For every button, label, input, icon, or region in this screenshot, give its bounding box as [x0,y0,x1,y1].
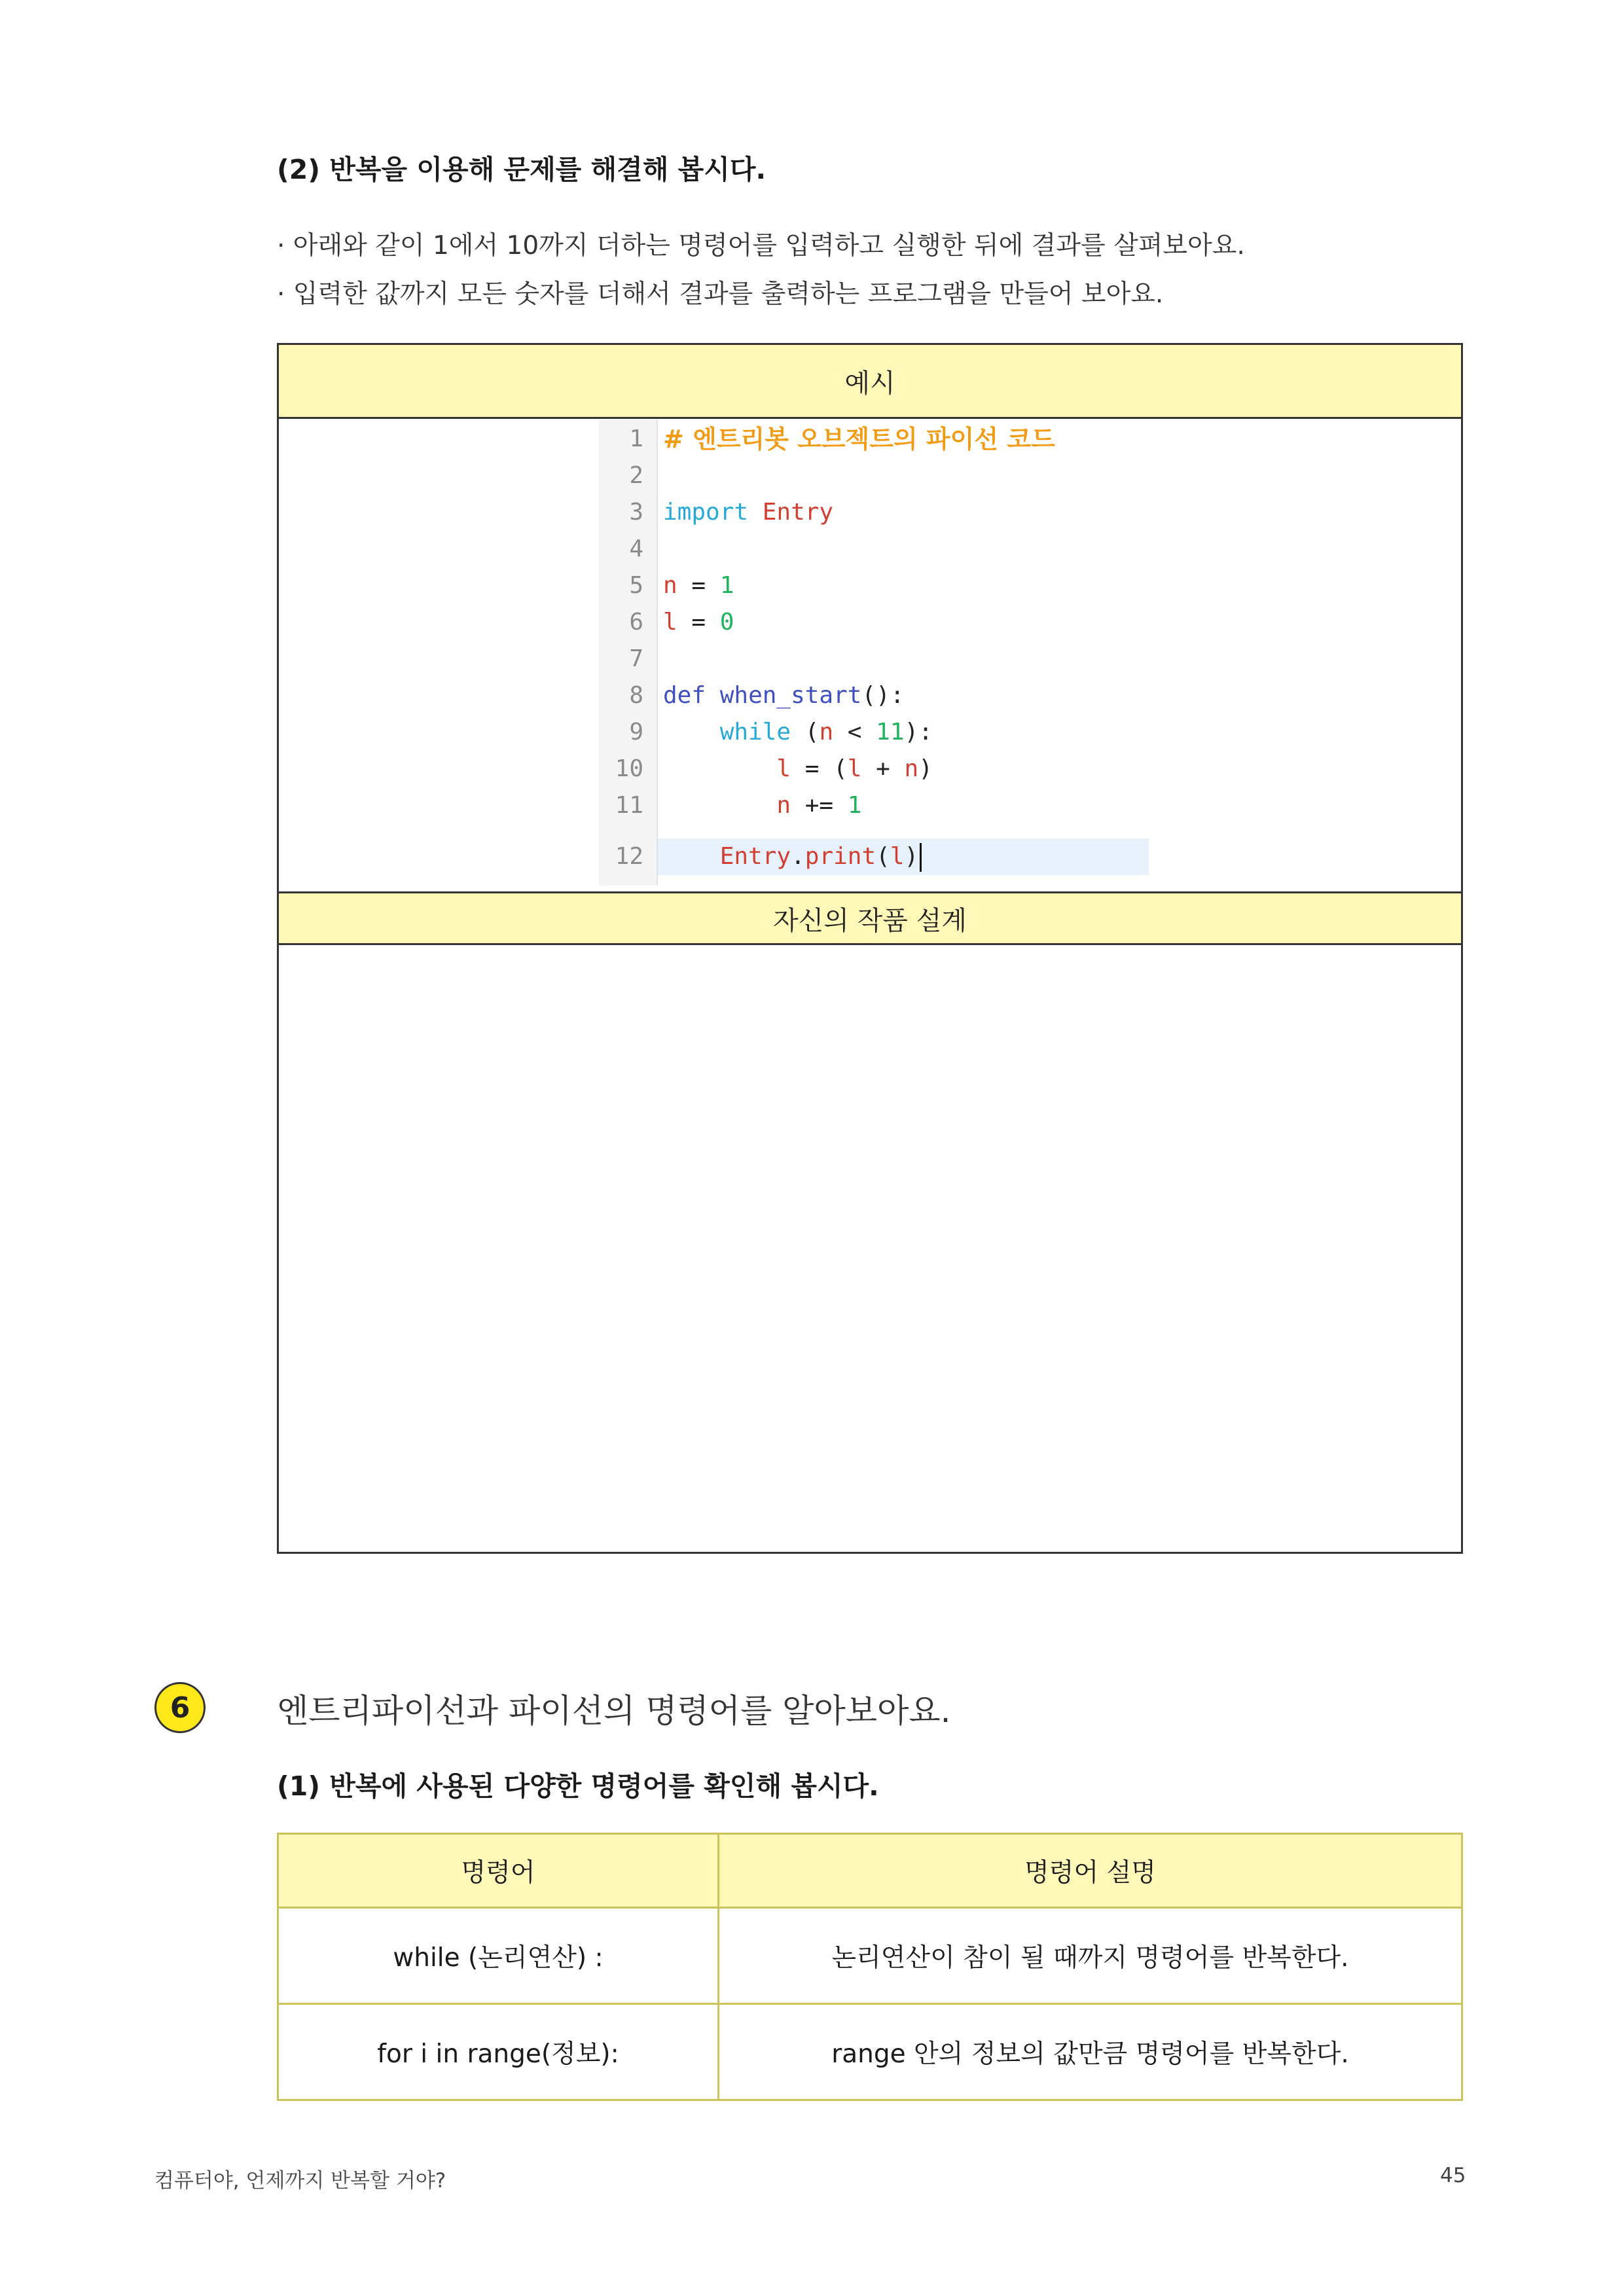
design-input-area[interactable] [279,945,1461,1552]
code-line [599,641,1149,677]
code-keyword: while [719,719,791,745]
code-variable: l [847,755,862,782]
code-line [599,714,1149,751]
code-operator: = [677,609,720,636]
code-punctuation: ) [904,843,919,870]
code-operator: + [861,755,905,782]
example-table [277,343,1463,1554]
line-number: 12 [615,843,643,870]
code-punctuation: ): [904,719,933,745]
command-cell: while (논리연산) : [278,1908,719,2004]
section-number-badge: 6 [154,1682,206,1733]
column-header-description: 명령어 설명 [719,1834,1462,1908]
code-line [599,531,1149,567]
sub-heading-loop-problem: (2) 반복을 이용해 문제를 해결해 봅시다. [277,154,767,185]
line-number: 3 [629,499,643,526]
code-line [599,677,1149,714]
section-title: 엔트리파이선과 파이선의 명령어를 알아보아요. [277,1692,951,1730]
code-class: Entry [762,499,834,526]
command-cell: for i in range(정보): [278,2004,719,2100]
code-keyword: import [663,499,749,526]
code-line [599,787,1149,824]
code-operator: < [833,719,876,745]
code-line [599,421,1149,457]
line-number: 10 [615,755,643,782]
line-number: 8 [629,682,643,709]
code-number: 1 [847,792,862,819]
code-example-area [279,419,1461,893]
line-number: 11 [615,792,643,819]
instruction-bullet-1: · 아래와 같이 1에서 10까지 더하는 명령어를 입력하고 실행한 뒤에 결과를 살펴보아요. [277,231,1245,260]
line-number: 1 [629,425,643,452]
code-punctuation: . [791,843,805,870]
page-number: 45 [1440,2164,1466,2187]
code-function-name: print [804,843,876,870]
line-number: 9 [629,719,643,745]
code-variable: l [776,755,791,782]
code-editor [599,420,1149,886]
code-operator: = ( [791,755,848,782]
text-cursor [920,843,922,872]
code-number: 0 [719,609,734,636]
description-cell: 논리연산이 참이 될 때까지 명령어를 반복한다. [719,1908,1462,2004]
code-number: 11 [876,719,905,745]
code-comment: # 엔트리봇 오브젝트의 파이선 코드 [663,425,1055,454]
code-variable: n [904,755,919,782]
description-cell: range 안의 정보의 값만큼 명령어를 반복한다. [719,2004,1462,2100]
instruction-bullet-2: · 입력한 값까지 모든 숫자를 더해서 결과를 출력하는 프로그램을 만들어 보아요. [277,279,1164,309]
code-punctuation: ( [876,843,890,870]
line-number: 4 [629,535,643,562]
code-punctuation: ( [791,719,820,745]
code-punctuation: (): [861,682,905,709]
code-variable: n [776,792,791,819]
code-variable: n [819,719,834,745]
line-number: 5 [629,572,643,599]
code-line [599,838,1149,875]
command-table [277,1833,1463,2101]
design-header: 자신의 작품 설계 [279,893,1461,945]
code-punctuation: ) [918,755,933,782]
table-header-row [278,1834,1462,1908]
code-variable: l [663,609,677,636]
column-header-command: 명령어 [278,1834,719,1908]
code-operator: += [791,792,848,819]
code-line [599,567,1149,604]
code-operator: = [677,572,720,599]
code-number: 1 [719,572,734,599]
code-line [599,457,1149,494]
line-number: 6 [629,609,643,636]
line-number: 7 [629,645,643,672]
code-line [599,494,1149,531]
code-function-name: when_start [719,682,862,709]
code-keyword: def [663,682,706,709]
code-class: Entry [719,843,791,870]
footer-chapter-title: 컴퓨터야, 언제까지 반복할 거야? [154,2169,446,2193]
line-number: 2 [629,462,643,489]
sub-heading-commands: (1) 반복에 사용된 다양한 명령어를 확인해 봅시다. [277,1770,879,1802]
code-line [599,604,1149,641]
table-row [278,1908,1462,2004]
code-variable: l [890,843,905,870]
example-header: 예시 [279,345,1461,419]
code-line [599,751,1149,787]
code-variable: n [663,572,677,599]
table-row [278,2004,1462,2100]
